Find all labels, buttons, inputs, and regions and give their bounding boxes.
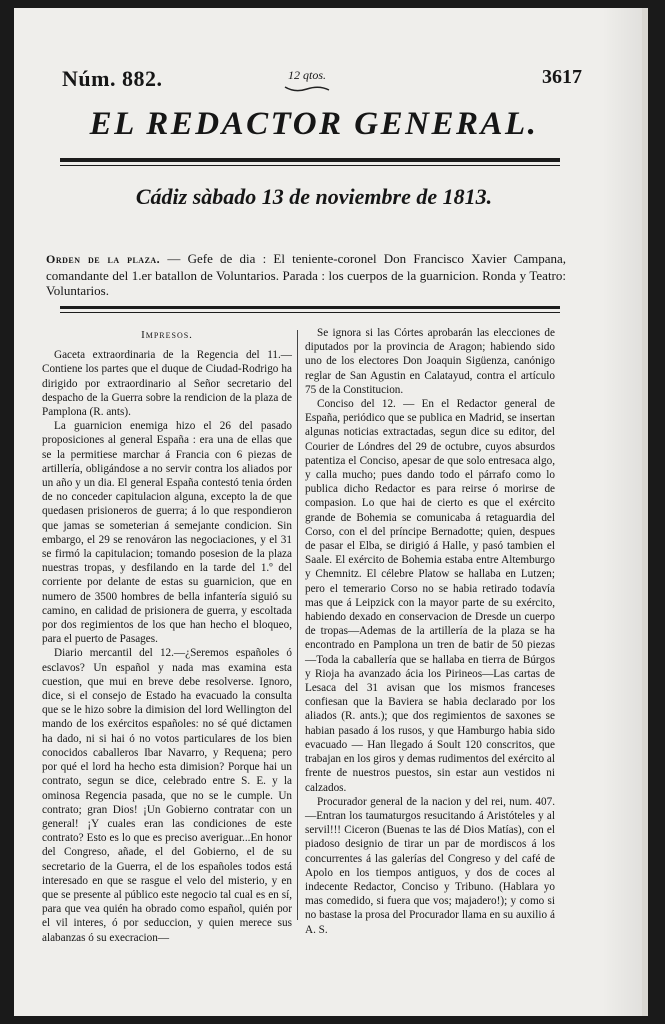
masthead-rule-thin bbox=[60, 165, 560, 166]
left-paragraph: Gaceta extraordinaria de la Regencia del 11.— Contiene los partes que el duque de Ciudad-Rodrigo ha dirigido por extraordinario al Señor secretario del despacho de la Guerra sobre la rendicion de la plaza de Pamplona (R. ants). bbox=[42, 349, 292, 419]
right-paragraph: Se ignora si las Córtes aprobarán las elecciones de diputados por la provincia de Aragon; habiendo sido uno de los electores Don Joaquin Sigüenza, canónigo reglar de San Agustin en Calatayud, contra el artículo 75 de la Constitucion. bbox=[305, 327, 555, 396]
orden-label: Orden de la plaza. bbox=[46, 252, 161, 266]
price-note: 12 qtos. bbox=[288, 68, 327, 82]
section-rule-thin bbox=[60, 312, 560, 313]
price-swash-ornament bbox=[283, 84, 331, 94]
dateline: Cádiz sàbado 13 de noviembre de 1813. bbox=[135, 184, 493, 209]
newspaper-page bbox=[14, 8, 648, 1016]
section-rule-thick bbox=[60, 306, 560, 309]
orden-text: — Gefe de dia : El teniente-coronel Don Francisco Xavier Campana, comandante del 1.er batallon de Voluntarios. Parada : los cuerpos de la guarnicion. Ronda y Teatro: Voluntarios. bbox=[46, 251, 567, 299]
right-paragraph: Procurador general de la nacion y del rei, num. 407.—Entran los taumaturgos resucitando á Aristóteles y al servil!!! Ciceron (Buenas te las dé Dios Matías), con el piadoso designio de tirar un par de mordiscos á los concurrentes á las galerías del Congreso y del café de Apolo en los tiempos antiguos, y dos de coces al indecente Redactor, Conciso y Tribuno. (Hablara yo mas comedido, si fuera que vos; majadero!); y como si no bastase la prosa del Procurador llama en su auxilio á A. S. bbox=[305, 795, 555, 936]
right-paragraph: Conciso del 12. — En el Redactor general de España, periódico que se publica en Madrid, se insertan algunas noticias extractadas, segun dice su editor, del Courier de Lóndres del 29 de octubre, cuyos absurdos patentiza el Conciso, apesar de que solo entresaca algo, y calla mucho; pues dando todo el párrafo como lo publica dicho Redactor es para reirse ó morirse de compasion. Lo que hai de cierto es que el exército grande de Bohemia se comunicaba á retaguardia del Corso, con el del príncipe Bernadotte; quien, despues de pasar el Elba, se dirigió á Halle, y pasó tambien el Saale. El exército de Bohemia estaba entre Altemburgo y Chemnitz. El célebre Platow se hallaba en Lutzen; pero el temerario Corso no se habia retirado todavía mas que á Leipzick con la mayor parte de su exército, habiendo dexado en conservacion de Dresde un cuerpo de tropas—Ademas de la artillería de la plaza se ha encontrado en Pamplona un tren de batir de 50 piezas—Toda la caballería que se hallaba en tierra de Búrgos y Rioja ha avanzado ácia los Pirineos—Las cartas de Lesaca del 31 avisan que los mismos franceses confiesan que la Baviera se habia declarado por los aliados (R. ants.); que dos regimientos de saxones se habian pasado á los rusos, y que Hamburgo habia sido evacuado — Han llegado á Soult 120 conscritos, que trabajan en los giros y demas rudimentos del exército al frente de nuestros puestos, sin estar aun vestidos ni calzados. bbox=[305, 398, 555, 794]
issue-number: Núm. 882. bbox=[62, 66, 163, 91]
orden-de-la-plaza bbox=[46, 251, 566, 299]
left-paragraph: La guarnicion enemiga hizo el 26 del pasado proposiciones al general España : era una de ellas que se la permitiese marchar á Francia con 6 piezas de artillería, obligándose a no servir contra los aliados por un año y un dia. El general España contestó tenia órden de no conceder capitulacion alguna, excepto la de que quedasen prisioneros de guerra; á lo que respondieron que jamas se someterian á semejante condicion. Sin embargo, el 29 se renováron las negociaciones, y el 31 se firmó la capitulacion; tomando posesion de la plaza nuestras tropas, y desfilando en la tarde del 1.º del corriente por delante de estas su guarnicion, que en numero de 3500 hombres de bella infantería siguió su camino, en calidad de prisionera de guerra, y escoltada por dos regimientos de los que han hecho el bloqueo, para el puerto de Pasages. bbox=[42, 420, 292, 646]
masthead-top-line bbox=[62, 66, 582, 100]
right-column bbox=[305, 326, 555, 937]
left-column bbox=[42, 326, 292, 945]
page-edge-shadow bbox=[602, 8, 642, 1016]
impresos-heading: Impresos. bbox=[141, 329, 193, 341]
newspaper-title: EL REDACTOR GENERAL. bbox=[89, 106, 539, 142]
column-separator bbox=[297, 330, 298, 920]
masthead-rule-thick bbox=[60, 158, 560, 162]
page-number: 3617 bbox=[542, 66, 582, 88]
left-paragraph: Diario mercantil del 12.—¿Seremos españoles ó esclavos? Un español y nada mas examina esta cuestion, que mui en breve debe resolverse. Ignoro, dice, si el consejo de Estado ha evacuado la consulta que se le hizo sobre la dimision del lord Wellington del mando de los exércitos españoles: no sé qué dictamen ha dado, ni si hai ó no votos particulares de los bien conocidos caballeros Ibar Navarro, y Requena; pero por qué el lord ha hecho esta dimision? Porque hai un contrato, segun se dice, celebrado entre S. E. y la ominosa Regencia pasada, que no se le cumple. Un contrato; gran Dios! ¡Un Gobierno contratar con un general! ¡Y cuales eran las condiciones de este contrato? Esto es lo que es preciso averiguar...En honor del Congreso, añade, el del Gobierno, el de su secretario de la Guerra, el de los españoles todos está interesado en que se rasgue el velo del misterio, y en que se presente al público este negocio tal cual es en sí, para que vea quién ha obrado como español, quién por el vil interes, ó por seduccion, y quien merece sus alabanzas ó su execracion— bbox=[42, 647, 292, 944]
